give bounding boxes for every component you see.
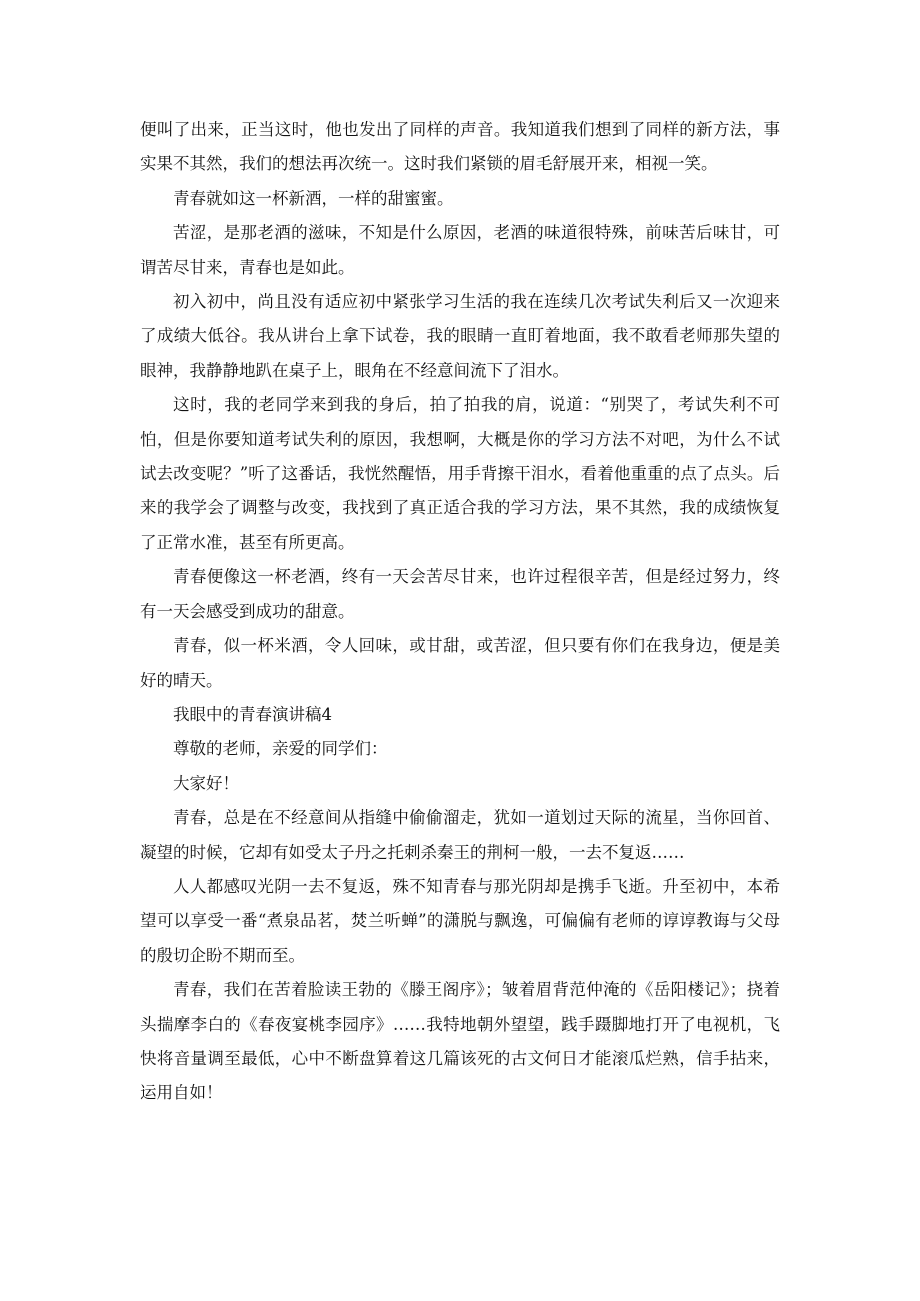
paragraph: 这时，我的老同学来到我的身后，拍了拍我的肩，说道：“别哭了，考试失利不可怕，但是你要知道考试失利的原因，我想啊，大概是你的学习方法不对吧，为什么不试试去改变呢？”听了这番话，我恍然醒悟，用手背擦干泪水，看着他重重的点了点头。后来的我学会了调整与改变，我找到了真正适合我的学习方法，果不其然，我的成绩恢复了正常水准，甚至有所更高。 bbox=[140, 395, 780, 552]
section-title: 我眼中的青春演讲稿4 bbox=[173, 704, 332, 724]
paragraph: 青春就如这一杯新酒，一样的甜蜜蜜。 bbox=[173, 188, 454, 208]
greeting: 大家好！ bbox=[173, 773, 239, 793]
paragraph: 苦涩，是那老酒的滋味，不知是什么原因，老酒的味道很特殊，前味苦后味甘，可谓苦尽甘来，青春也是如此。 bbox=[140, 223, 780, 277]
paragraph: 青春，我们在苦着脸读王勃的《滕王阁序》；皱着眉背范仲淹的《岳阳楼记》；挠着头揣摩李白的《春夜宴桃李园序》……我特地朝外望望，践手蹑脚地打开了电视机，飞快将音量调至最低，心中不断盘算着这几篇该死的古文何日才能滚瓜烂熟，信手拈来，运用自如！ bbox=[140, 980, 780, 1103]
paragraph: 人人都感叹光阴一去不复返，殊不知青春与那光阴却是携手飞逝。升至初中，本希望可以享受一番“煮泉品茗，焚兰听蝉”的潇脱与飘逸，可偏偏有老师的谆谆教诲与父母的殷切企盼不期而至。 bbox=[140, 876, 780, 965]
paragraph: 青春，总是在不经意间从指缝中偷偷溜走，犹如一道划过天际的流星，当你回首、凝望的时候，它却有如受太子丹之托刺杀秦王的荆柯一般，一去不复返…… bbox=[140, 808, 780, 862]
document-body bbox=[140, 113, 780, 1111]
paragraph: 便叫了出来，正当这时，他也发出了同样的声音。我知道我们想到了同样的新方法，事实果不其然，我们的想法再次统一。这时我们紧锁的眉毛舒展开来，相视一笑。 bbox=[140, 120, 780, 174]
salutation: 尊敬的老师，亲爱的同学们： bbox=[173, 739, 388, 759]
paragraph: 青春便像这一杯老酒，终有一天会苦尽甘来，也许过程很辛苦，但是经过努力，终有一天会感受到成功的甜意。 bbox=[140, 567, 780, 621]
paragraph: 初入初中，尚且没有适应初中紧张学习生活的我在连续几次考试失利后又一次迎来了成绩大低谷。我从讲台上拿下试卷，我的眼睛一直盯着地面，我不敢看老师那失望的眼神，我静静地趴在桌子上，眼角在不经意间流下了泪水。 bbox=[140, 292, 780, 380]
paragraph: 青春，似一杯米酒，令人回味，或甘甜，或苦涩，但只要有你们在我身边，便是美好的晴天。 bbox=[140, 636, 780, 690]
